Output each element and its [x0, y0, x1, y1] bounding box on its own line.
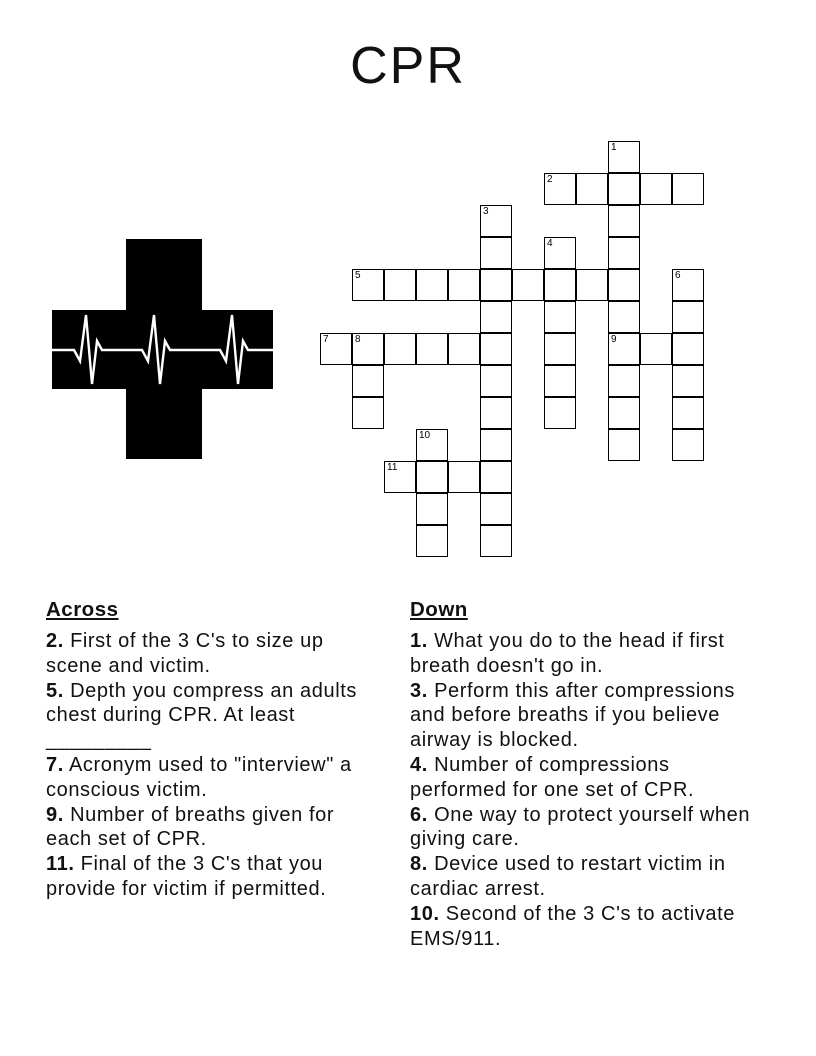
grid-cell[interactable]	[352, 365, 384, 397]
clue-item-down-8	[410, 852, 766, 902]
clue-text: Perform this after compressions and before breaths if you believe airway is blocked.	[410, 679, 735, 752]
cell-number: 5	[355, 270, 361, 281]
clue-item-across-11	[46, 852, 380, 902]
grid-cell[interactable]	[480, 301, 512, 333]
clue-number: 3.	[410, 679, 428, 702]
grid-cell[interactable]	[384, 269, 416, 301]
grid-cell[interactable]	[672, 269, 704, 301]
grid-cell[interactable]	[608, 397, 640, 429]
across-clues-section	[46, 597, 380, 902]
down-header: Down	[410, 598, 468, 621]
grid-cell[interactable]	[512, 269, 544, 301]
page-title: CPR	[350, 37, 466, 95]
cell-number: 8	[355, 334, 361, 345]
grid-cell[interactable]	[576, 173, 608, 205]
grid-cell[interactable]	[672, 397, 704, 429]
cell-number: 2	[547, 174, 553, 185]
grid-cell[interactable]	[352, 397, 384, 429]
cell-number: 6	[675, 270, 681, 281]
clue-number: 9.	[46, 803, 64, 826]
clue-number: 2.	[46, 630, 64, 652]
grid-cell[interactable]	[544, 237, 576, 269]
grid-cell[interactable]	[608, 237, 640, 269]
grid-cell[interactable]	[672, 429, 704, 461]
cell-number: 4	[547, 238, 553, 249]
grid-cell[interactable]	[608, 301, 640, 333]
grid-cell[interactable]	[576, 269, 608, 301]
grid-cell[interactable]	[448, 269, 480, 301]
clue-number: 4.	[410, 753, 428, 776]
grid-cell[interactable]	[480, 525, 512, 557]
clue-item-across-5	[46, 679, 380, 753]
grid-cell[interactable]	[384, 333, 416, 365]
cell-number: 10	[419, 430, 431, 441]
grid-cell[interactable]	[608, 205, 640, 237]
grid-cell[interactable]	[416, 493, 448, 525]
across-header: Across	[46, 598, 119, 621]
grid-cell[interactable]	[544, 333, 576, 365]
grid-cell[interactable]	[448, 461, 480, 493]
grid-cell[interactable]	[608, 141, 640, 173]
clue-number: 11.	[46, 853, 75, 876]
grid-cell[interactable]	[480, 333, 512, 365]
grid-cell[interactable]	[672, 365, 704, 397]
clue-item-down-1	[410, 629, 766, 679]
grid-cell[interactable]	[480, 493, 512, 525]
clue-item-down-6	[410, 803, 766, 853]
clue-number: 6.	[410, 803, 428, 826]
clue-item-across-2	[46, 629, 380, 679]
cell-number: 7	[323, 334, 329, 345]
grid-cell[interactable]	[544, 269, 576, 301]
clue-number: 5.	[46, 679, 64, 702]
grid-cell[interactable]	[608, 269, 640, 301]
grid-cell[interactable]	[544, 301, 576, 333]
grid-cell[interactable]	[480, 269, 512, 301]
clue-number: 10.	[410, 902, 440, 925]
cell-number: 1	[611, 142, 617, 153]
grid-cell[interactable]	[448, 333, 480, 365]
clue-item-down-10	[410, 902, 766, 952]
down-clues-section	[410, 597, 766, 951]
clue-text: Final of the 3 C's that you provide for victim if permitted.	[46, 853, 327, 900]
grid-cell[interactable]	[416, 429, 448, 461]
clue-text: Device used to restart victim in cardiac arrest.	[410, 853, 726, 900]
grid-cell[interactable]	[352, 333, 384, 365]
grid-cell[interactable]	[480, 237, 512, 269]
cell-number: 3	[483, 206, 489, 217]
down-clue-list	[410, 629, 766, 951]
clue-text: Acronym used to "interview" a conscious victim.	[46, 753, 352, 801]
clue-number: 1.	[410, 630, 428, 652]
clue-text: Number of compressions performed for one set of CPR.	[410, 753, 695, 801]
clue-text: What you do to the head if first breath doesn't go in.	[410, 630, 725, 677]
grid-cell[interactable]	[608, 173, 640, 205]
grid-cell[interactable]	[608, 429, 640, 461]
grid-cell[interactable]	[480, 205, 512, 237]
grid-cell[interactable]	[608, 365, 640, 397]
clue-number: 7.	[46, 753, 64, 776]
grid-cell[interactable]	[672, 173, 704, 205]
clue-item-down-3	[410, 679, 766, 753]
clue-item-across-9	[46, 803, 380, 853]
grid-cell[interactable]	[480, 365, 512, 397]
grid-cell[interactable]	[544, 173, 576, 205]
clue-text: First of the 3 C's to size up scene and victim.	[46, 630, 324, 677]
grid-cell[interactable]	[480, 429, 512, 461]
grid-cell[interactable]	[480, 461, 512, 493]
grid-cell[interactable]	[672, 301, 704, 333]
across-clue-list	[46, 629, 380, 902]
grid-cell[interactable]	[544, 397, 576, 429]
cell-number: 9	[611, 334, 617, 345]
grid-cell[interactable]	[544, 365, 576, 397]
clue-item-across-7	[46, 753, 380, 803]
grid-cell[interactable]	[480, 397, 512, 429]
clue-text: Number of breaths given for each set of CPR.	[46, 803, 335, 851]
cell-number: 11	[387, 462, 398, 473]
grid-cell[interactable]	[384, 461, 416, 493]
grid-cell[interactable]	[608, 333, 640, 365]
grid-cell[interactable]	[352, 269, 384, 301]
grid-cell[interactable]	[640, 173, 672, 205]
clue-text: Second of the 3 C's to activate EMS/911.	[410, 902, 736, 950]
grid-cell[interactable]	[320, 333, 352, 365]
grid-cell[interactable]	[416, 525, 448, 557]
clue-text: Depth you compress an adults chest during CPR. At least _________	[46, 679, 358, 752]
clue-text: One way to protect yourself when giving care.	[410, 803, 751, 851]
grid-cell[interactable]	[416, 269, 448, 301]
grid-cell[interactable]	[672, 333, 704, 365]
grid-cell[interactable]	[416, 333, 448, 365]
grid-cell[interactable]	[416, 461, 448, 493]
clue-number: 8.	[410, 853, 428, 876]
grid-cell[interactable]	[640, 333, 672, 365]
clue-item-down-4	[410, 753, 766, 803]
